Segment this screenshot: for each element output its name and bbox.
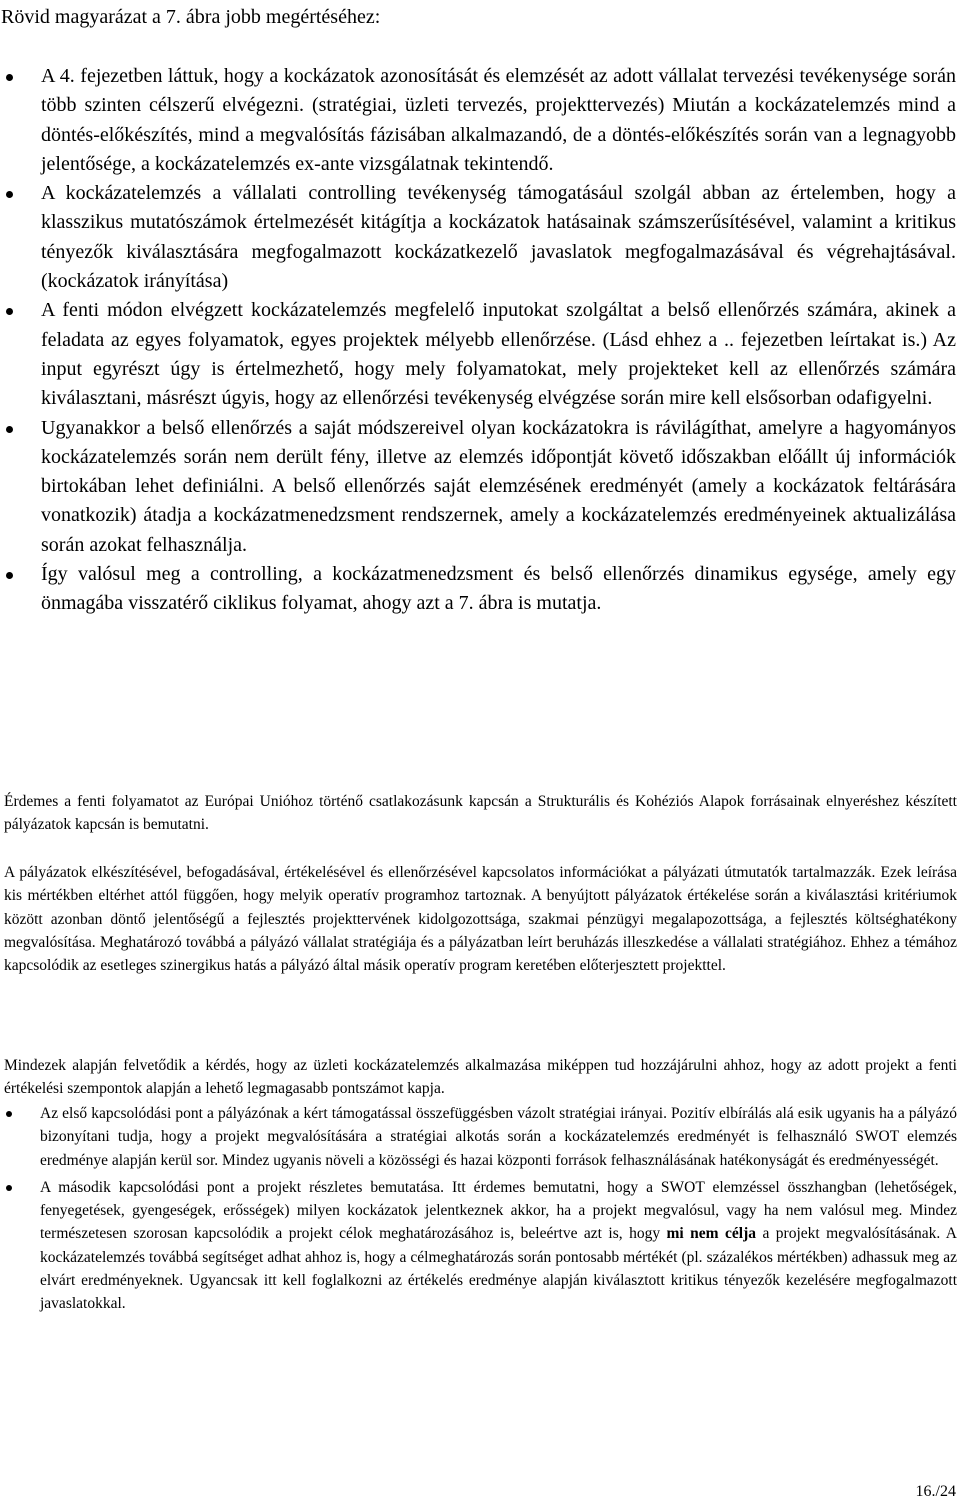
list-item: Így valósul meg a controlling, a kockázatmenedzsment és belső ellenőrzés dinamikus egysége, amely egy önmagába visszatérő ciklikus folyamat, ahogy azt a 7. ábra is mutatja. <box>0 560 956 619</box>
section-heading: Rövid magyarázat a 7. ábra jobb megértéséhez: <box>1 6 381 28</box>
list-item <box>0 1176 957 1316</box>
list-item-text: A második kapcsolódási pont a projekt részletes bemutatása. Itt érdemes bemutatni, hogy a SWOT elemzéssel összhangban (lehetőségek, fenyegetések, gyengeségek, erősségek) milyen kockázatok jelentkeznek akkor, ha a projekt megvalósul, vagy ha nem valósul meg. Mindez természetesen szorosan kapcsolódik a projekt célok meghatározásához is, beleértve azt is, hogy <box>40 1178 957 1243</box>
list-item-emphasis: mi nem célja <box>666 1225 757 1243</box>
paragraph-question: Mindezek alapján felvetődik a kérdés, hogy az üzleti kockázatelemzés alkalmazása miképpen tud hozzájárulni ahhoz, hogy az adott projekt a fenti értékelési szempontok alapján a lehető legmagasabb pontszámot kapja. <box>4 1057 957 1098</box>
list-item: A 4. fejezetben láttuk, hogy a kockázatok azonosítását és elemzését az adott vállalat tervezési tevékenysége során több szinten célszerű elvégezni. (stratégiai, üzleti tervezés, projekttervezés) Miután a kockázatelemzés mind a döntés-előkészítés, mind a megvalósítás fázisában alkalmazandó, de a döntés-előkészítés során van a legnagyobb jelentősége, a kockázatelemzés ex-ante vizsgálatnak tekintendő. <box>0 62 956 179</box>
connection-points-list <box>0 1102 957 1320</box>
list-item: Ugyanakkor a belső ellenőrzés a saját módszereivel olyan kockázatokra is rávilágíthat, amelyre a hagyományos kockázatelemzés során nem derült fény, illetve az elemzés időpontját követő időszakban előállt új információk birtokában lehet definiálni. A belső ellenőrzés saját elemzésének eredményét (amely a kockázatok feltárására vonatkozik) átadja a kockázatmenedzsment rendszernek, amely a kockázatelemzés eredményeinek aktualizálása során azokat felhasználja. <box>0 414 956 560</box>
paragraph-eu-funds: Érdemes a fenti folyamatot az Európai Unióhoz történő csatlakozásunk kapcsán a Strukturális és Kohéziós Alapok forrásainak elnyeréshez készített pályázatok kapcsán is bemutatni. <box>4 793 957 834</box>
list-item: Az első kapcsolódási pont a pályázónak a kért támogatással összefüggésben vázolt stratégiai irányai. Pozitív elbírálás alá esik ugyanis ha a pályázó bizonyítani tudja, hogy a projekt megvalósítására a stratégiai alkotás során a kockázatelemzés eredményét is felhasználó SWOT elemzés eredménye alapján kerül sor. Mindez ugyanis növeli a közösségi és hazai központi források felhasználásának hatékonyságát és eredményességét. <box>0 1102 957 1172</box>
explanation-bullet-list <box>0 62 956 619</box>
list-item: A fenti módon elvégzett kockázatelemzés megfelelő inputokat szolgáltat a belső ellenőrzés számára, akinek a feladata az egyes folyamatok, egyes projektek mélyebb ellenőrzése. (Lásd ehhez a .. fejezetben leírtakat is.) Az input egyrészt úgy is értelmezhető, hogy mely folyamatokat, mely projekteket kell az ellenőrzés számára kiválasztani, másrészt úgyis, hogy az ellenőrzési tevékenység elvégzése során mire kell elsősorban odafigyelni. <box>0 296 956 413</box>
list-item: A kockázatelemzés a vállalati controlling tevékenység támogatásául szolgál abban az értelemben, hogy a klasszikus mutatószámok értelmezését kitágítja a kockázatok hatásainak számszerűsítésével, valamint a kritikus tényezők kiválasztására megfogalmazott kockázatkezelő javaslatok megfogalmazásával és végrehajtásával. (kockázatok irányítása) <box>0 179 956 296</box>
paragraph-application-guides: A pályázatok elkészítésével, befogadásával, értékelésével és ellenőrzésével kapcsolatos információkat a pályázati útmutatók tartalmazzák. Ezek leírása kis mértékben eltérhet attól függően, hogy melyik operatív programhoz tartoznak. A benyújtott pályázatok értékelése során a kiválasztási kritériumok között azonban döntő jelentőségű a fejlesztés projekttervének kidolgozottsága, szakmai pénzügyi megalapozottsága, a fejlesztés költséghatékony megvalósítása. Meghatározó továbbá a pályázó vállalat stratégiája és a pályázatban leírt beruházás illeszkedése a vállalati stratégiához. Ehhez a témához kapcsolódik az esetleges szinergikus hatás a pályázó által másik operatív program keretében előterjesztett projekttel. <box>4 864 957 975</box>
list-item-text: a projekt megvalósításának. A kockázatelemzés továbbá segítséget adhat ahhoz is, hogy a célmeghatározás során pontosabb mértékét (pl. százalékos mértékben) adhassuk meg az elvárt eredményeknek. Ugyancsak itt kell foglalkozni az értékelés eredménye alapján kiválasztott kritikus tényezők kezelésére megfogalmazott javaslatokkal. <box>40 1225 957 1313</box>
page-number: 16./24 <box>915 1483 956 1500</box>
